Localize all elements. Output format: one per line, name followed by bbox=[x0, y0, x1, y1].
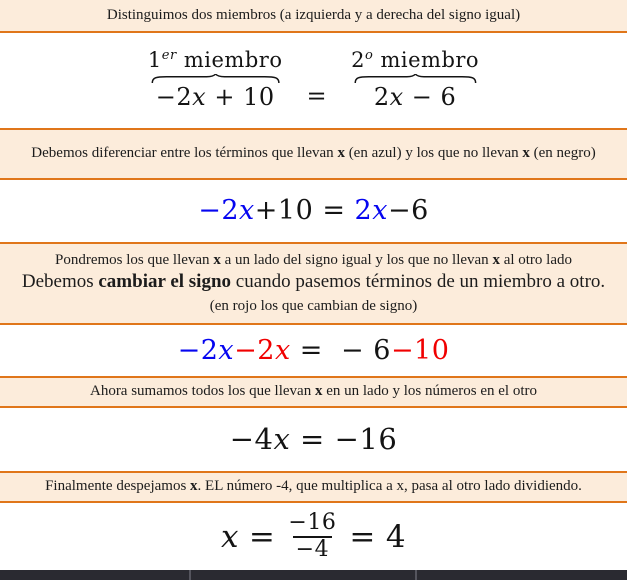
first-member-label: 1er miembro bbox=[147, 48, 283, 73]
table-header-strip bbox=[0, 570, 627, 580]
text-segment: = bbox=[313, 195, 355, 227]
text-segment: (en rojo los que cambian de signo) bbox=[209, 298, 418, 315]
text-segment: −2 bbox=[155, 83, 193, 112]
text-segment: −4 bbox=[229, 421, 274, 456]
second-member-label: 2$^o$ miembro bbox=[351, 48, 480, 73]
text-segment: x bbox=[314, 383, 323, 400]
equals-sign: = bbox=[349, 518, 376, 555]
text-segment: x bbox=[372, 195, 388, 227]
text-segment: x bbox=[192, 83, 207, 112]
overbrace-icon bbox=[151, 74, 280, 83]
step4-equation-band bbox=[0, 408, 627, 471]
table-header-cell bbox=[417, 570, 627, 580]
text-segment: Finalmente despejamos bbox=[45, 478, 191, 495]
fraction bbox=[285, 511, 339, 562]
text-segment: al otro lado bbox=[499, 251, 573, 268]
step3-instruction-line1 bbox=[47, 251, 580, 271]
table-header-cell bbox=[0, 570, 189, 580]
text-segment: x bbox=[492, 251, 500, 268]
second-member-group bbox=[351, 49, 479, 112]
solution-value: 4 bbox=[385, 518, 407, 555]
text-segment: −10 bbox=[390, 334, 450, 366]
text-segment: x bbox=[274, 334, 291, 366]
text-segment: a un lado del signo igual y los que no llevan bbox=[220, 251, 493, 268]
text-segment: −2 bbox=[234, 334, 275, 366]
text-segment: (en azul) y los que no llevan bbox=[344, 145, 523, 162]
text-segment: x bbox=[522, 145, 530, 162]
text-segment: Debemos bbox=[21, 271, 99, 293]
step3-instruction-band bbox=[0, 242, 627, 325]
text-segment: 2 bbox=[373, 83, 390, 112]
first-member-group bbox=[148, 49, 283, 112]
text-segment: −2 bbox=[198, 195, 240, 227]
variable-x: x bbox=[220, 518, 239, 555]
text-segment: −2 bbox=[177, 334, 219, 366]
step1-instruction-text: Distinguimos dos miembros (a izquierda y a derecha del signo igual) bbox=[106, 6, 521, 23]
text-segment: x bbox=[337, 145, 345, 162]
step5-instruction-text bbox=[37, 477, 590, 497]
step5-instruction-band bbox=[0, 471, 627, 503]
overbrace-icon bbox=[354, 74, 477, 83]
second-member-expression bbox=[374, 84, 456, 112]
equals-sign: = bbox=[248, 518, 276, 555]
text-segment: = −16 bbox=[290, 421, 398, 456]
text-segment: x bbox=[389, 83, 404, 112]
step3-instruction-line2 bbox=[10, 270, 618, 316]
text-segment: x bbox=[213, 251, 221, 268]
step3-equation-band bbox=[0, 325, 627, 376]
text-segment: . EL número -4, que multiplica a x, pasa al otro lado dividiendo. bbox=[197, 478, 582, 495]
text-segment: x bbox=[218, 334, 235, 366]
text-segment: x bbox=[239, 195, 255, 227]
step2-instruction-band bbox=[0, 128, 627, 180]
step1-instruction-band bbox=[0, 0, 627, 33]
text-segment: −6 bbox=[387, 195, 429, 227]
step1-equation-band bbox=[0, 33, 627, 128]
step5-equation-band bbox=[0, 503, 627, 570]
text-segment: (en negro) bbox=[529, 145, 596, 162]
fraction-numerator: −16 bbox=[288, 509, 337, 535]
fraction-denominator: −4 bbox=[293, 536, 332, 563]
text-segment: Pondremos los que llevan bbox=[54, 251, 214, 268]
text-segment: Debemos diferenciar entre los términos que llevan bbox=[31, 145, 338, 162]
colored-equation bbox=[198, 196, 429, 226]
text-segment: x bbox=[190, 478, 198, 495]
equals-sign: = bbox=[306, 81, 328, 110]
text-segment: cambiar el signo bbox=[98, 271, 232, 293]
text-segment: en un lado y los números en el otro bbox=[322, 383, 538, 400]
text-segment: = bbox=[290, 334, 342, 366]
text-segment: +10 bbox=[254, 195, 314, 227]
step2-equation-band bbox=[0, 180, 627, 242]
text-segment: 2 bbox=[354, 195, 373, 227]
text-segment: + 10 bbox=[206, 83, 275, 112]
text-segment: − 6 bbox=[341, 334, 391, 366]
solution-equation bbox=[221, 511, 406, 562]
step2-instruction-text bbox=[23, 144, 603, 164]
step4-instruction-band bbox=[0, 376, 627, 408]
text-segment: − 6 bbox=[403, 83, 457, 112]
text-segment: x bbox=[273, 421, 291, 456]
members-equation bbox=[148, 49, 479, 112]
text-segment: cuando pasemos términos de un miembro a otro. bbox=[231, 271, 606, 293]
step4-instruction-text bbox=[82, 382, 545, 402]
transposed-equation bbox=[178, 336, 450, 366]
simplified-equation bbox=[229, 421, 398, 456]
first-member-expression bbox=[156, 84, 275, 112]
text-segment: Ahora sumamos todos los que llevan bbox=[89, 383, 315, 400]
table-header-cell bbox=[191, 570, 415, 580]
